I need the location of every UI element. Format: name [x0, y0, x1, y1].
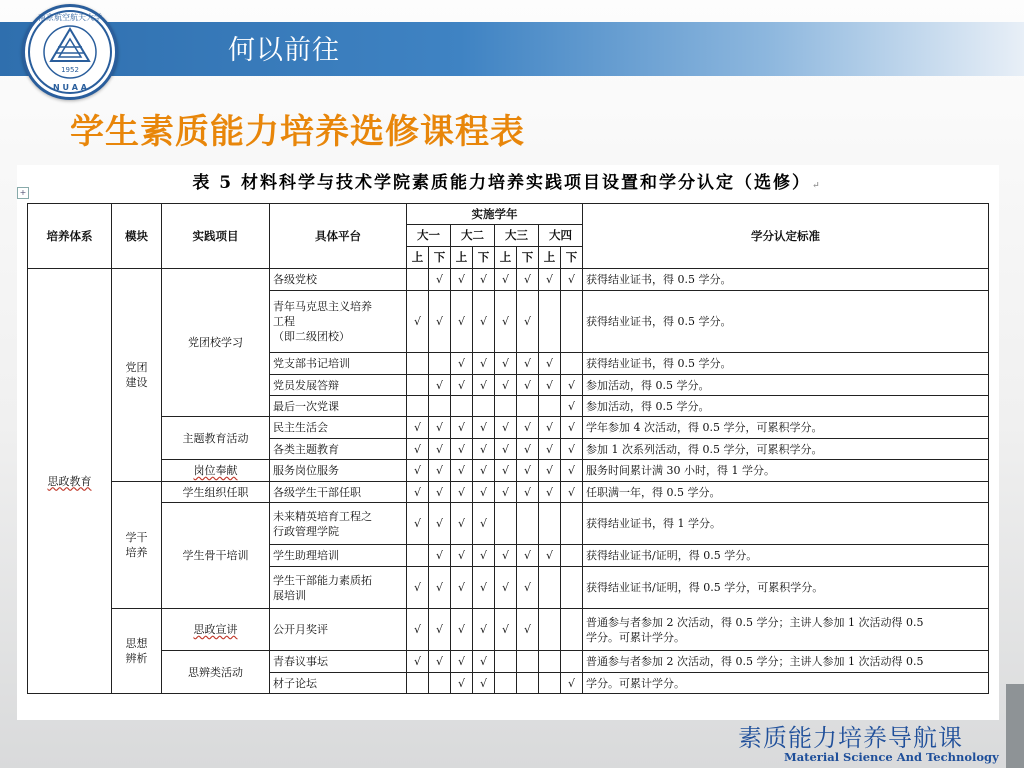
term-check-cell: √	[451, 269, 473, 291]
term-check-cell: √	[451, 375, 473, 396]
table-move-handle-icon[interactable]: +	[17, 187, 29, 199]
term-check-cell: √	[495, 460, 517, 482]
credit-cell: 参加 1 次系列活动，得 0.5 学分，可累积学分。	[583, 439, 989, 460]
platform-cell: 学生干部能力素质拓 展培训	[270, 567, 407, 609]
term-check-cell: √	[451, 482, 473, 503]
term-check-cell: √	[429, 545, 451, 567]
credit-cell: 获得结业证书，得 0.5 学分。	[583, 269, 989, 291]
term-check-cell	[539, 291, 561, 353]
term-check-cell: √	[517, 417, 539, 439]
term-check-cell: √	[561, 482, 583, 503]
term-check-cell	[561, 651, 583, 673]
term-check-cell	[517, 503, 539, 545]
term-check-cell: √	[495, 567, 517, 609]
term-check-cell: √	[407, 651, 429, 673]
footer-course-title: 素质能力培养导航课	[738, 724, 963, 752]
header-year-3: 大三	[495, 225, 539, 247]
credit-cell: 服务时间累计满 30 小时，得 1 学分。	[583, 460, 989, 482]
platform-cell: 各类主题教育	[270, 439, 407, 460]
term-check-cell: √	[473, 439, 495, 460]
term-check-cell: √	[473, 291, 495, 353]
credit-cell: 普通参与者参加 2 次活动，得 0.5 学分；主讲人参加 1 次活动得 0.5	[583, 651, 989, 673]
term-check-cell	[561, 353, 583, 375]
header-years-group: 实施学年	[407, 204, 583, 225]
term-check-cell: √	[517, 269, 539, 291]
term-check-cell: √	[561, 439, 583, 460]
term-check-cell: √	[561, 673, 583, 694]
term-check-cell: √	[451, 460, 473, 482]
project-cell: 思政宣讲	[162, 609, 270, 651]
term-check-cell: √	[473, 673, 495, 694]
table-row	[28, 609, 989, 651]
term-check-cell: √	[495, 375, 517, 396]
term-check-cell	[429, 673, 451, 694]
term-check-cell	[407, 375, 429, 396]
term-check-cell: √	[451, 503, 473, 545]
term-check-cell: √	[517, 439, 539, 460]
platform-cell: 青年马克思主义培养 工程 （即二级团校）	[270, 291, 407, 353]
term-check-cell	[517, 651, 539, 673]
slide-heading: 学生素质能力培养选修课程表	[70, 112, 525, 152]
credit-cell: 获得结业证书，得 0.5 学分。	[583, 291, 989, 353]
term-check-cell: √	[539, 545, 561, 567]
header-module: 模块	[112, 204, 162, 269]
credit-cell: 参加活动，得 0.5 学分。	[583, 375, 989, 396]
term-check-cell: √	[429, 482, 451, 503]
term-check-cell: √	[407, 609, 429, 651]
table-row	[28, 417, 989, 439]
table-row	[28, 651, 989, 673]
term-check-cell	[407, 673, 429, 694]
project-cell: 学生组织任职	[162, 482, 270, 503]
term-check-cell: √	[495, 545, 517, 567]
term-check-cell: √	[561, 396, 583, 417]
term-check-cell	[539, 609, 561, 651]
header-term: 下	[517, 247, 539, 269]
term-check-cell	[451, 396, 473, 417]
term-check-cell: √	[517, 291, 539, 353]
platform-cell: 各级学生干部任职	[270, 482, 407, 503]
header-year-4: 大四	[539, 225, 583, 247]
term-check-cell	[517, 673, 539, 694]
term-check-cell: √	[473, 460, 495, 482]
module-cell: 思想 辨析	[112, 609, 162, 694]
header-term: 上	[495, 247, 517, 269]
term-check-cell: √	[429, 651, 451, 673]
platform-cell: 各级党校	[270, 269, 407, 291]
term-check-cell: √	[473, 375, 495, 396]
term-check-cell: √	[495, 482, 517, 503]
term-check-cell	[561, 545, 583, 567]
term-check-cell: √	[495, 269, 517, 291]
term-check-cell	[429, 353, 451, 375]
term-check-cell: √	[451, 439, 473, 460]
term-check-cell: √	[429, 567, 451, 609]
platform-cell: 青春议事坛	[270, 651, 407, 673]
term-check-cell: √	[473, 567, 495, 609]
term-check-cell	[495, 673, 517, 694]
title-banner	[0, 22, 1024, 76]
term-check-cell	[561, 609, 583, 651]
platform-cell: 公开月奖评	[270, 609, 407, 651]
term-check-cell: √	[539, 417, 561, 439]
term-check-cell	[561, 503, 583, 545]
header-year-2: 大二	[451, 225, 495, 247]
term-check-cell: √	[495, 417, 517, 439]
platform-cell: 学生助理培训	[270, 545, 407, 567]
term-check-cell: √	[517, 567, 539, 609]
credit-cell: 获得结业证书，得 0.5 学分。	[583, 353, 989, 375]
term-check-cell: √	[429, 460, 451, 482]
term-check-cell: √	[539, 269, 561, 291]
term-check-cell: √	[407, 460, 429, 482]
project-cell: 岗位奉献	[162, 460, 270, 482]
credit-cell: 任职满一年，得 0.5 学分。	[583, 482, 989, 503]
credit-cell: 学年参加 4 次活动，得 0.5 学分，可累积学分。	[583, 417, 989, 439]
term-check-cell	[539, 396, 561, 417]
term-check-cell	[495, 651, 517, 673]
term-check-cell: √	[451, 651, 473, 673]
term-check-cell: √	[517, 353, 539, 375]
term-check-cell: √	[517, 609, 539, 651]
term-check-cell: √	[429, 417, 451, 439]
module-cell: 学干 培养	[112, 482, 162, 609]
term-check-cell: √	[473, 353, 495, 375]
corner-decoration	[1006, 684, 1024, 768]
term-check-cell: √	[429, 375, 451, 396]
logo-abbr: N U A A	[53, 83, 87, 92]
project-cell: 学生骨干培训	[162, 503, 270, 609]
term-check-cell: √	[473, 545, 495, 567]
term-check-cell: √	[473, 417, 495, 439]
term-check-cell: √	[495, 291, 517, 353]
term-check-cell: √	[407, 291, 429, 353]
platform-cell: 党员发展答辩	[270, 375, 407, 396]
term-check-cell: √	[429, 609, 451, 651]
logo-year: 1952	[61, 66, 79, 74]
term-check-cell	[407, 353, 429, 375]
term-check-cell: √	[517, 375, 539, 396]
term-check-cell	[539, 567, 561, 609]
platform-cell: 党支部书记培训	[270, 353, 407, 375]
term-check-cell: √	[539, 460, 561, 482]
header-term: 下	[473, 247, 495, 269]
banner-title: 何以前往	[228, 35, 340, 66]
term-check-cell: √	[407, 482, 429, 503]
embedded-document	[17, 165, 999, 720]
term-check-cell: √	[539, 482, 561, 503]
credit-cell: 普通参与者参加 2 次活动，得 0.5 学分；主讲人参加 1 次活动得 0.5 学分。可累计学分。	[583, 609, 989, 651]
term-check-cell: √	[473, 482, 495, 503]
header-system: 培养体系	[28, 204, 112, 269]
platform-cell: 服务岗位服务	[270, 460, 407, 482]
term-check-cell: √	[407, 503, 429, 545]
term-check-cell: √	[473, 651, 495, 673]
term-check-cell: √	[561, 460, 583, 482]
term-check-cell	[473, 396, 495, 417]
term-check-cell: √	[561, 269, 583, 291]
term-check-cell	[517, 396, 539, 417]
term-check-cell: √	[451, 291, 473, 353]
term-check-cell	[561, 291, 583, 353]
term-check-cell: √	[429, 291, 451, 353]
term-check-cell	[539, 651, 561, 673]
term-check-cell: √	[539, 353, 561, 375]
project-cell: 党团校学习	[162, 269, 270, 417]
logo-ring-text: 南京航空航天大学	[38, 13, 102, 22]
term-check-cell: √	[451, 567, 473, 609]
term-check-cell: √	[429, 439, 451, 460]
footer-course-subtitle: Material Science And Technology	[784, 750, 999, 764]
term-check-cell: √	[451, 545, 473, 567]
project-cell: 主题教育活动	[162, 417, 270, 460]
term-check-cell: √	[539, 439, 561, 460]
header-project: 实践项目	[162, 204, 270, 269]
term-check-cell: √	[495, 439, 517, 460]
term-check-cell: √	[473, 609, 495, 651]
logo-emblem-icon	[25, 7, 115, 97]
term-check-cell: √	[451, 673, 473, 694]
term-check-cell	[539, 503, 561, 545]
term-check-cell: √	[473, 503, 495, 545]
header-term: 上	[407, 247, 429, 269]
term-check-cell: √	[451, 417, 473, 439]
credit-cell: 获得结业证书，得 1 学分。	[583, 503, 989, 545]
term-check-cell: √	[517, 482, 539, 503]
term-check-cell	[407, 396, 429, 417]
module-cell: 党团 建设	[112, 269, 162, 482]
term-check-cell: √	[429, 269, 451, 291]
credit-cell: 参加活动，得 0.5 学分。	[583, 396, 989, 417]
project-cell: 思辨类活动	[162, 651, 270, 694]
table-row	[28, 503, 989, 545]
term-check-cell: √	[539, 375, 561, 396]
platform-cell: 最后一次党课	[270, 396, 407, 417]
header-term: 上	[451, 247, 473, 269]
term-check-cell: √	[495, 609, 517, 651]
term-check-cell: √	[495, 353, 517, 375]
table-caption: 表 5 材料科学与技术学院素质能力培养实践项目设置和学分认定（选修）↵	[192, 173, 822, 193]
term-check-cell: √	[429, 503, 451, 545]
header-term: 上	[539, 247, 561, 269]
term-check-cell	[495, 396, 517, 417]
header-year-1: 大一	[407, 225, 451, 247]
term-check-cell	[407, 545, 429, 567]
credit-cell: 学分。可累计学分。	[583, 673, 989, 694]
term-check-cell	[429, 396, 451, 417]
term-check-cell	[539, 673, 561, 694]
term-check-cell: √	[451, 353, 473, 375]
term-check-cell: √	[517, 545, 539, 567]
header-term: 下	[429, 247, 451, 269]
platform-cell: 民主生活会	[270, 417, 407, 439]
term-check-cell	[561, 567, 583, 609]
term-check-cell: √	[451, 609, 473, 651]
term-check-cell: √	[517, 460, 539, 482]
platform-cell: 材子论坛	[270, 673, 407, 694]
table-row	[28, 269, 989, 291]
term-check-cell	[407, 269, 429, 291]
term-check-cell: √	[561, 375, 583, 396]
header-platform: 具体平台	[270, 204, 407, 269]
table-row	[28, 460, 989, 482]
platform-cell: 未来精英培育工程之 行政管理学院	[270, 503, 407, 545]
table-row	[28, 482, 989, 503]
university-logo	[22, 4, 118, 100]
course-table	[27, 203, 989, 694]
term-check-cell: √	[473, 269, 495, 291]
term-check-cell: √	[407, 567, 429, 609]
term-check-cell: √	[407, 439, 429, 460]
term-check-cell: √	[407, 417, 429, 439]
term-check-cell: √	[561, 417, 583, 439]
credit-cell: 获得结业证书/证明，得 0.5 学分。	[583, 545, 989, 567]
system-cell: 思政教育	[28, 269, 112, 694]
header-credit: 学分认定标准	[583, 204, 989, 269]
credit-cell: 获得结业证书/证明，得 0.5 学分，可累积学分。	[583, 567, 989, 609]
header-term: 下	[561, 247, 583, 269]
term-check-cell	[495, 503, 517, 545]
